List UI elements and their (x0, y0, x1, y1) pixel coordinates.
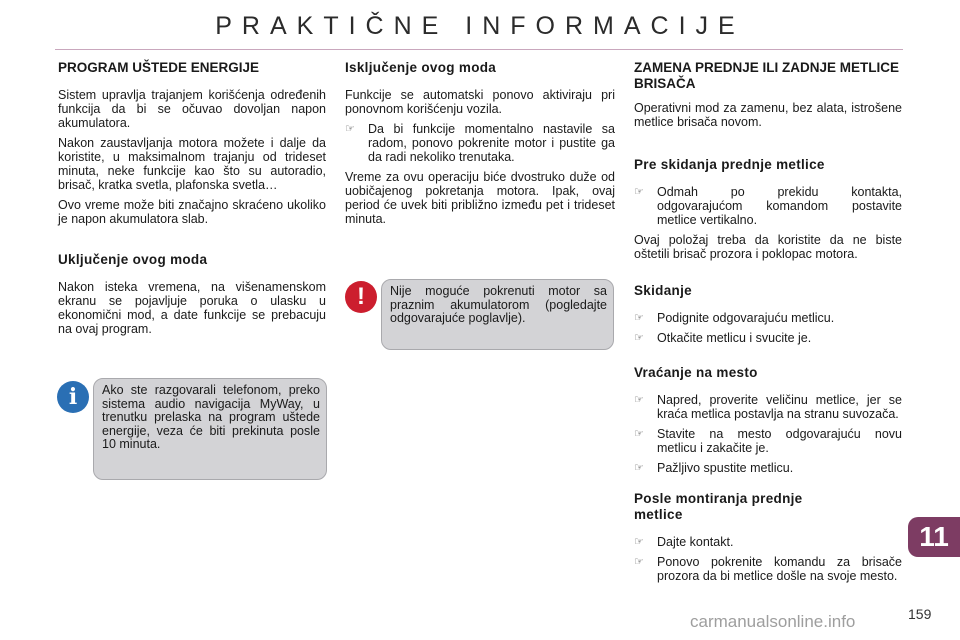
paragraph: Ovaj položaj treba da koristite da ne biste oštetili brisač prozora i poklopac motora. (634, 233, 902, 261)
info-icon: i (57, 381, 89, 413)
page-title: PRAKTIČNE INFORMACIJE (215, 12, 745, 40)
chapter-tab: 11 (908, 517, 960, 557)
list-item (345, 122, 615, 164)
paragraph: Operativni mod za zamenu, bez alata, istrošene metlice brisača novom. (634, 101, 902, 129)
info-box-text: Ako ste razgovarali telefonom, preko sistema audio navigacija MyWay, u trenutku prelaska na program uštede energije, veza će biti prekinuta posle 10 minuta. (102, 383, 320, 451)
list-item-text: Odmah po prekidu kontakta, odgovarajućom komandom postavite metlice vertikalno. (657, 185, 902, 227)
watermark: carmanualsonline.info (690, 612, 856, 631)
list-item (634, 535, 902, 549)
heading-before-removal: Pre skidanja prednje metlice (634, 157, 825, 172)
list-item-text: Ponovo pokrenite komandu za brisače prozora da bi metlice došle na svoje mesto. (657, 555, 902, 583)
pointing-hand-icon: ☞ (634, 556, 644, 568)
pointing-hand-icon: ☞ (634, 332, 644, 344)
paragraph: Funkcije se automatski ponovo aktiviraju pri ponovnom korišćenju vozila. (345, 88, 615, 116)
pointing-hand-icon: ☞ (634, 536, 644, 548)
list-item (634, 311, 902, 325)
heading-energy-saving: PROGRAM UŠTEDE ENERGIJE (58, 60, 260, 75)
list-item (634, 185, 902, 227)
warning-box-text: Nije moguće pokrenuti motor sa praznim akumulatorom (pogledajte odgovarajuće poglavlje). (390, 284, 607, 325)
pointing-hand-icon: ☞ (634, 462, 644, 474)
list-item-text: Napred, proverite veličinu metlice, jer se kraća metlica postavlja na stranu suvozača. (657, 393, 902, 421)
column-energy-saving (58, 60, 326, 342)
pointing-hand-icon: ☞ (634, 186, 644, 198)
list-item (634, 461, 902, 475)
paragraph: Nakon zaustavljanja motora možete i dalje da koristite, u maksimalnom trajanju od trideset minuta, neke funkcije kao što su autoradio, brisač, kratka svetla, plafonska svetla… (58, 136, 326, 192)
heading-removal: Skidanje (634, 283, 692, 298)
list-item-text: Pažljivo spustite metlicu. (657, 461, 794, 475)
list-item-text: Stavite na mesto odgovarajuću novu metlicu i zakačite je. (657, 427, 902, 455)
paragraph: Sistem upravlja trajanjem korišćenja određenih funkcija da bi se očuvao dovoljan napon akumulatora. (58, 88, 326, 130)
warning-box (381, 279, 614, 350)
pointing-hand-icon: ☞ (345, 123, 355, 135)
heading-wiper-replacement: ZAMENA PREDNJE ILI ZADNJE METLICE BRISAČA (634, 60, 900, 91)
paragraph: Vreme za ovu operaciju biće dvostruko duže od uobičajenog pokretanja motora. Ipak, ovaj period će uvek biti približno između pet i trideset minuta. (345, 170, 615, 226)
paragraph: Ovo vreme može biti značajno skraćeno ukoliko je napon akumulatora slab. (58, 198, 326, 226)
page-number: 159 (908, 606, 932, 622)
list-item (634, 555, 902, 583)
pointing-hand-icon: ☞ (634, 394, 644, 406)
heading-mode-disable: Isključenje ovog moda (345, 60, 497, 75)
list-item (634, 427, 902, 455)
warning-icon: ! (345, 281, 377, 313)
list-item-text: Dajte kontakt. (657, 535, 734, 549)
list-item-text: Otkačite metlicu i svucite je. (657, 331, 812, 345)
title-divider (55, 49, 903, 50)
heading-mode-enable: Uključenje ovog moda (58, 252, 208, 267)
pointing-hand-icon: ☞ (634, 312, 644, 324)
info-box (93, 378, 327, 480)
pointing-hand-icon: ☞ (634, 428, 644, 440)
list-item (634, 393, 902, 421)
heading-refitting: Vraćanje na mesto (634, 365, 758, 380)
column-wiper-replacement (634, 60, 902, 589)
list-item (634, 331, 902, 345)
column-mode-disable (345, 60, 615, 232)
list-item-text: Podignite odgovarajuću metlicu. (657, 311, 835, 325)
paragraph: Nakon isteka vremena, na višenamenskom ekranu se pojavljuje poruka o ulasku u ekonomični mod, a date funkcije se prebacuju na ovaj program. (58, 280, 326, 336)
list-item-text: Da bi funkcije momentalno nastavile sa radom, ponovo pokrenite motor i pustite ga da radi nekoliko trenutaka. (368, 122, 615, 164)
heading-after-fitting: Posle montiranja prednje metlice (634, 491, 803, 522)
